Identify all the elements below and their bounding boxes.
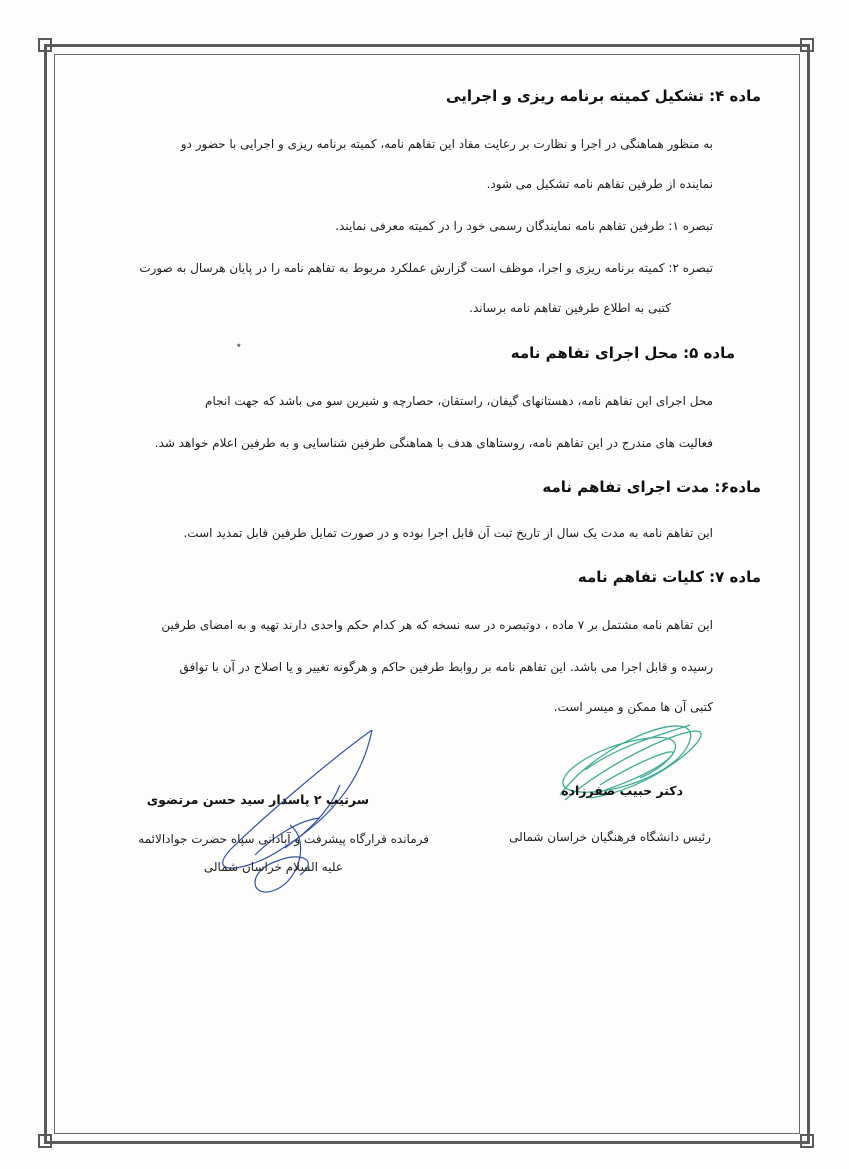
right-signatory-name: دکتر حبیب صفرزاده [561, 783, 683, 798]
article6-line1: این تفاهم نامه به مدت یک سال از تاریخ ثبت آن قابل اجرا بوده و در صورت تمایل طرفین قابل تمدید است. [183, 526, 713, 540]
left-signatory-role-line2: علیه السلام خراسان شمالی [203, 860, 343, 874]
right-signatory-role: رئیس دانشگاه فرهنگیان خراسان شمالی [509, 830, 711, 844]
left-signatory-role-line1: فرمانده قرارگاه پیشرفت و آبادانی سپاه حضرت جوادالائمه [138, 832, 429, 846]
article4-heading: ماده ۴: تشکیل کمیته برنامه ریزی و اجرایی [446, 87, 761, 105]
article4-line1: به منظور هماهنگی در اجرا و نظارت بر رعایت مفاد این تفاهم نامه، کمیته برنامه ریزی و اجرایی با حضور دو [180, 137, 713, 151]
article7-line3: کتبی آن ها ممکن و میسر است. [553, 700, 713, 714]
article5-heading: ماده ۵: محل اجرای تفاهم نامه [510, 344, 735, 362]
article4-note1: تبصره ۱: طرفین تفاهم نامه نمایندگان رسمی خود را در کمیته معرفی نمایند. [335, 219, 713, 233]
article6-heading: ماده۶: مدت اجرای تفاهم نامه [542, 478, 761, 496]
article5-line1: محل اجرای این تفاهم نامه، دهستانهای گیفان، راستقان، حصارچه و شیرین سو می باشد که جهت انجام [205, 394, 713, 408]
article4-note2-line2: کتبی به اطلاع طرفین تفاهم نامه برساند. [469, 301, 671, 315]
article4-note2-line1: تبصره ۲: کمیته برنامه ریزی و اجرا، موظف است گزارش عملکرد مربوط به تفاهم نامه را در پایان هرسال به صورت [139, 261, 713, 275]
stray-mark: ٭ [236, 340, 242, 351]
article7-line1: این تفاهم نامه مشتمل بر ۷ ماده ، دوتبصره در سه نسخه که هر کدام حکم واحدی دارند تهیه و به امضای طرفین [161, 618, 713, 632]
article7-heading: ماده ۷: کلیات تفاهم نامه [577, 568, 761, 586]
article5-line2: فعالیت های مندرج در این تفاهم نامه، روستاهای هدف با هماهنگی طرفین شناسایی و به طرفین اعلام خواهد شد. [154, 436, 713, 450]
left-signatory-name: سرتیپ ۲ پاسدار سید حسن مرتضوی [146, 792, 369, 807]
article4-line2: نماینده از طرفین تفاهم نامه تشکیل می شود. [486, 177, 713, 191]
article7-line2: رسیده و قابل اجرا می باشد. این تفاهم نامه بر روابط طرفین حاکم و هرگونه تغییر و یا اصلاح در آن با توافق [179, 660, 713, 674]
